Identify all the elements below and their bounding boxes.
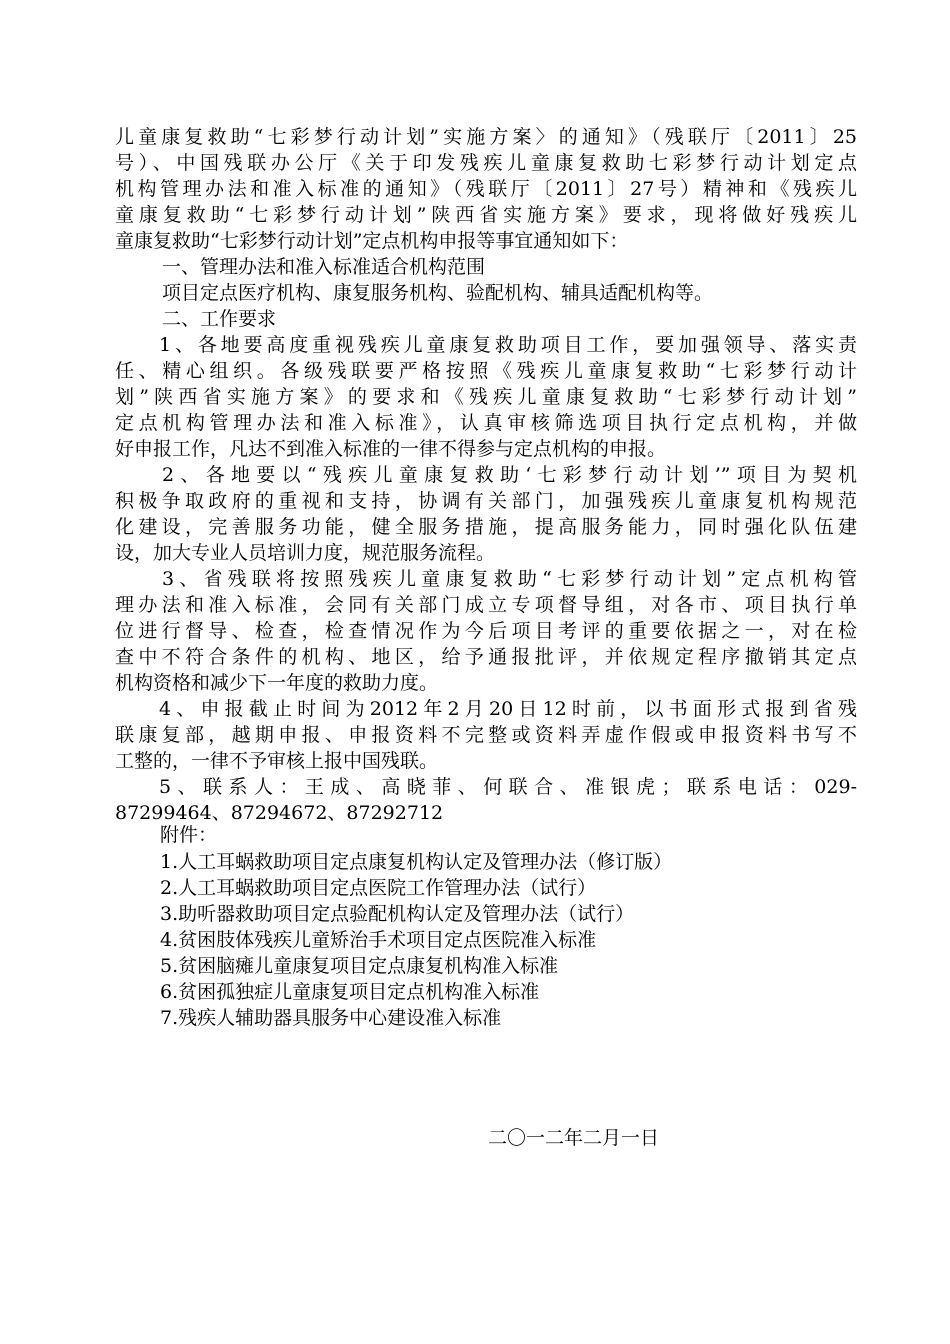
attachment-item: 6.贫困孤独症儿童康复项目定点机构准入标准: [160, 981, 540, 1003]
body-line: 设，加大专业人员培训力度，规范服务流程。: [115, 542, 496, 564]
body-line: 定点机构管理办法和准入标准》，认真审核筛选项目执行定点机构，并做: [115, 412, 857, 434]
body-line: 好申报工作，凡达不到准入标准的一律不得参与定点机构的申报。: [115, 438, 667, 460]
body-line: 童康复救助“七彩梦行动计划”陕西省实施方案》要求，现将做好残疾儿: [115, 204, 857, 226]
section-heading: 一、管理办法和准入标准适合机构范围: [162, 256, 486, 278]
body-line: 3、省残联将按照残疾儿童康复救助“七彩梦行动计划”定点机构管: [162, 568, 857, 590]
body-line: 号）、中国残联办公厅《关于印发残疾儿童康复救助七彩梦行动计划定点: [115, 152, 857, 174]
attachment-item: 1.人工耳蜗救助项目定点康复机构认定及管理办法（修订版）: [160, 851, 673, 873]
body-line: 查中不符合条件的机构、地区，给予通报批评，并依规定程序撤销其定点: [115, 646, 857, 668]
body-line: 联康复部，越期申报、申报资料不完整或资料弄虚作假或申报资料书写不: [115, 724, 857, 746]
document-date: 二〇一二年二月一日: [488, 1127, 660, 1149]
attachment-item: 5.贫困脑瘫儿童康复项目定点康复机构准入标准: [160, 955, 559, 977]
body-line: 积极争取政府的重视和支持，协调有关部门，加强残疾儿童康复机构规范: [115, 490, 857, 512]
attachment-item: 2.人工耳蜗救助项目定点医院工作管理办法（试行）: [160, 877, 597, 899]
contact-line: 5、联系人：王成、高晓菲、何联合、准银虎；联系电话：029-: [159, 776, 857, 798]
body-line: 童康复救助“七彩梦行动计划”定点机构申报等事宜通知如下：: [115, 230, 629, 252]
body-line: 机构资格和减少下一年度的救助力度。: [115, 672, 439, 694]
body-line: 划”陕西省实施方案》的要求和《残疾儿童康复救助“七彩梦行动计划”: [115, 386, 857, 408]
body-line: 项目定点医疗机构、康复服务机构、验配机构、辅具适配机构等。: [162, 282, 714, 304]
attachment-item: 3.助听器救助项目定点验配机构认定及管理办法（试行）: [160, 903, 635, 925]
attachments-heading: 附件：: [160, 824, 218, 846]
body-line: 化建设，完善服务功能，健全服务措施，提高服务能力，同时强化队伍建: [115, 516, 857, 538]
body-line: 理办法和准入标准，会同有关部门成立专项督导组，对各市、项目执行单: [115, 594, 857, 616]
body-line: 位进行督导、检查，检查情况作为今后项目考评的重要依据之一，对在检: [115, 620, 857, 642]
body-line: 4、申报截止时间为2012年2月20日12时前，以书面形式报到省残: [159, 698, 857, 720]
body-line: 机构管理办法和准入标准的通知》（残联厅〔2011〕27号）精神和《残疾儿: [115, 178, 857, 200]
contact-phones: 87299464、87294672、87292712: [115, 802, 444, 824]
attachment-item: 4.贫困肢体残疾儿童矫治手术项目定点医院准入标准: [160, 929, 597, 951]
section-heading: 二、工作要求: [162, 308, 277, 330]
body-line: 任、精心组织。各级残联要严格按照《残疾儿童康复救助“七彩梦行动计: [115, 360, 857, 382]
body-line: 儿童康复救助“七彩梦行动计划”实施方案〉的通知》（残联厅〔2011〕25: [115, 126, 857, 148]
attachment-item: 7.残疾人辅助器具服务中心建设准入标准: [160, 1007, 502, 1029]
body-line: 1、各地要高度重视残疾儿童康复救助项目工作，要加强领导、落实责: [159, 334, 857, 356]
body-line: 工整的，一律不予审核上报中国残联。: [115, 750, 439, 772]
body-line: 2、各地要以“残疾儿童康复救助‘七彩梦行动计划’”项目为契机: [162, 464, 857, 486]
